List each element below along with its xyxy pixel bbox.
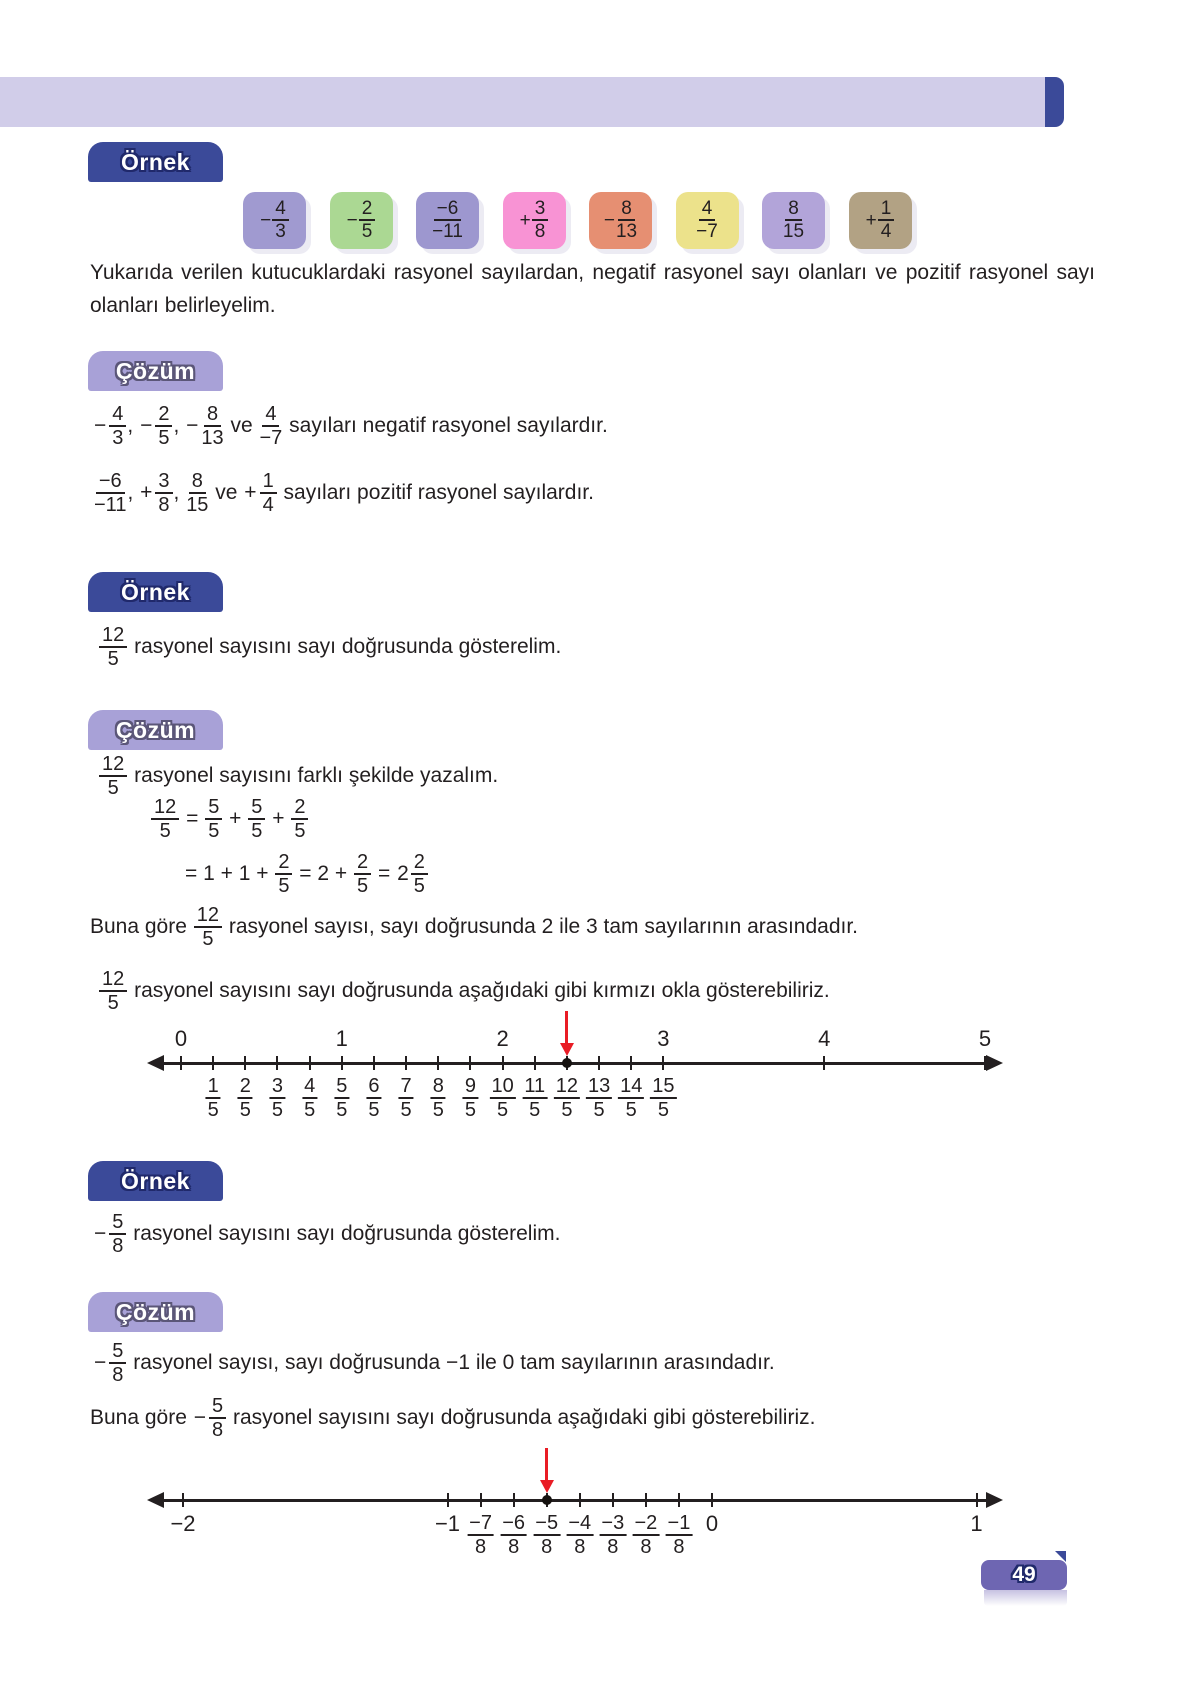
fraction-denominator: 8 — [640, 1536, 652, 1558]
fraction-numerator: 1 — [260, 471, 277, 494]
fraction-denominator: 5 — [208, 819, 220, 842]
fraction — [291, 797, 308, 842]
fraction-numerator: −3 — [601, 1512, 625, 1534]
fraction-numerator: 4 — [109, 404, 126, 427]
text-run: , — [127, 414, 140, 437]
fraction-denominator: 5 — [413, 874, 425, 897]
tick-mark — [711, 1493, 713, 1507]
fraction-numerator: 3 — [155, 471, 172, 494]
fraction-denominator: 5 — [357, 874, 369, 897]
tick-mark — [534, 1056, 536, 1070]
fraction-box — [330, 192, 393, 249]
fraction-tick-label — [467, 1512, 494, 1558]
fraction-denominator: 5 — [239, 1099, 251, 1121]
fraction-numerator: 10 — [491, 1075, 514, 1097]
example-badge-label: Örnek — [121, 148, 190, 175]
fraction-denominator: 13 — [201, 426, 224, 449]
fraction-sign: + — [244, 481, 257, 504]
fraction-tick-label — [334, 1075, 349, 1121]
fraction-denominator: 5 — [336, 1099, 348, 1121]
fraction — [783, 199, 804, 242]
fraction-numerator: 9 — [464, 1075, 476, 1097]
fraction-numerator: 1 — [878, 199, 895, 221]
fraction-denominator: 5 — [593, 1099, 605, 1121]
axis-arrow-right-icon — [986, 1055, 1003, 1071]
fraction — [194, 1396, 226, 1441]
fraction-sign: − — [94, 414, 107, 437]
text-run: , — [127, 481, 140, 504]
marker-arrow — [565, 1011, 568, 1043]
page-number: 49 — [1012, 1563, 1036, 1586]
fraction — [275, 852, 292, 897]
fraction-numerator: 8 — [189, 471, 206, 494]
marker-arrow — [545, 1448, 548, 1480]
fraction-numerator: 13 — [587, 1075, 611, 1097]
tick-mark — [309, 1056, 311, 1070]
tick-mark — [630, 1056, 632, 1070]
fraction-denominator: 4 — [880, 221, 892, 242]
text-run: , — [173, 414, 186, 437]
text-run: + — [266, 807, 291, 830]
fraction-numerator: 5 — [109, 1212, 126, 1235]
text-run: rasyonel sayısını sayı doğrusunda aşağıdaki gibi kırmızı okla gösterebiliriz. — [128, 979, 830, 1002]
fraction-numerator: 5 — [109, 1341, 126, 1364]
fraction-sign: − — [603, 209, 615, 231]
fraction-tick-label — [399, 1075, 414, 1121]
text-run: sayıları negatif rasyonel sayılardır. — [283, 414, 608, 437]
integer-tick-label: 1 — [970, 1511, 983, 1536]
fraction-numerator: −7 — [469, 1512, 492, 1534]
example3-prompt — [93, 1210, 560, 1258]
fraction-denominator: 5 — [207, 1099, 219, 1121]
tick-mark — [598, 1056, 600, 1070]
fraction-numerator: 8 — [785, 199, 802, 221]
fraction-denominator: 5 — [107, 991, 119, 1014]
marker-arrow-head-icon — [540, 1480, 554, 1493]
fraction-tick-label — [238, 1075, 253, 1121]
fraction-box — [589, 192, 652, 249]
fraction-denominator: 5 — [107, 776, 119, 799]
fraction-denominator: 8 — [574, 1536, 586, 1558]
fraction-numerator: 5 — [336, 1075, 348, 1097]
fraction-denominator: 13 — [615, 221, 638, 242]
fraction-numerator: −6 — [502, 1512, 526, 1534]
page-number-badge — [981, 1560, 1067, 1590]
fraction-boxes-row — [0, 192, 1181, 262]
fraction-numerator: 14 — [620, 1075, 643, 1097]
conclusion-line — [90, 903, 858, 951]
fraction — [186, 471, 208, 516]
tick-mark — [244, 1056, 246, 1070]
integer-tick-label: 1 — [335, 1026, 348, 1051]
fraction — [205, 797, 222, 842]
fraction-sign: − — [193, 1406, 207, 1429]
fraction-sign: − — [140, 414, 153, 437]
example-badge-1 — [88, 142, 223, 182]
fraction-numerator: 12 — [99, 754, 127, 777]
fraction-numerator: 2 — [354, 852, 371, 875]
fraction — [604, 199, 637, 242]
fraction — [432, 199, 463, 242]
fraction-denominator: 8 — [534, 221, 546, 242]
fraction-numerator: −6 — [96, 471, 125, 494]
solution-badge-3 — [88, 1292, 223, 1332]
fraction-numerator: 3 — [271, 1075, 284, 1097]
fraction-numerator: 2 — [239, 1075, 251, 1097]
tick-mark — [405, 1056, 407, 1070]
integer-tick-label: −1 — [434, 1511, 461, 1536]
fraction-denominator: 8 — [541, 1536, 553, 1558]
fraction-denominator: 8 — [112, 1234, 124, 1257]
integer-tick-label: 0 — [705, 1511, 719, 1536]
fraction-denominator: 5 — [625, 1099, 637, 1121]
example-badge-label: Örnek — [121, 578, 190, 605]
fraction-numerator: 6 — [368, 1075, 380, 1097]
text-run: = — [372, 862, 397, 885]
example2-prompt — [98, 623, 561, 671]
text-run: rasyonel sayısını sayı doğrusunda aşağıdaki gibi gösterebiliriz. — [227, 1406, 816, 1429]
fraction-numerator: 12 — [99, 969, 127, 992]
tick-mark — [612, 1493, 614, 1507]
fraction — [194, 905, 222, 950]
fraction-denominator: 5 — [278, 874, 290, 897]
tick-mark — [341, 1056, 343, 1070]
fraction — [248, 797, 265, 842]
fraction-denominator: 5 — [561, 1099, 573, 1121]
axis-arrow-right-icon — [986, 1492, 1003, 1508]
fraction-tick-label — [650, 1075, 676, 1121]
fraction-numerator: 3 — [532, 199, 549, 221]
fraction-denominator: 5 — [497, 1099, 509, 1121]
fraction-denominator: 8 — [607, 1536, 619, 1558]
text-run: Buna göre — [90, 1406, 193, 1429]
fraction-box — [503, 192, 566, 249]
fraction-tick-label — [431, 1075, 446, 1121]
fraction-denominator: 5 — [400, 1099, 412, 1121]
fraction-tick-label — [666, 1512, 693, 1558]
fraction-tick-label — [302, 1075, 317, 1121]
fraction-denominator: 5 — [657, 1099, 669, 1121]
tick-mark — [984, 1056, 986, 1070]
fraction-numerator: 12 — [99, 625, 127, 648]
fraction-numerator: 8 — [618, 199, 635, 221]
tick-mark — [513, 1493, 515, 1507]
rewrite-line — [98, 752, 498, 800]
tick-mark — [662, 1056, 664, 1070]
fraction-numerator: 12 — [194, 905, 222, 928]
fraction-sign: + — [865, 209, 877, 231]
fraction — [347, 199, 376, 242]
fraction — [354, 852, 371, 897]
example-badge-3 — [88, 1161, 223, 1201]
fraction — [99, 754, 127, 799]
fraction-numerator: 4 — [304, 1075, 316, 1097]
text-run: = 2 + — [293, 862, 353, 885]
fraction-box — [676, 192, 739, 249]
fraction-numerator: 2 — [359, 199, 376, 221]
number-line-axis — [159, 1499, 991, 1502]
chapter-header-bar — [0, 77, 1045, 127]
text-run: + — [223, 807, 248, 830]
fraction-tick-label — [206, 1075, 221, 1121]
text-run: Buna göre — [90, 915, 193, 938]
fraction-numerator: 4 — [272, 199, 289, 221]
fraction — [99, 969, 127, 1014]
fraction-numerator: 11 — [524, 1075, 546, 1097]
fraction-numerator: 12 — [555, 1075, 579, 1097]
fraction-sign: − — [186, 414, 199, 437]
marker-dot — [562, 1058, 572, 1068]
fraction-sign: + — [519, 209, 531, 231]
fraction — [260, 199, 289, 242]
fraction-denominator: −11 — [94, 493, 127, 516]
fraction — [140, 471, 172, 516]
red-arrow-note-line — [98, 967, 830, 1015]
fraction-numerator: 2 — [275, 852, 292, 875]
fraction-denominator: 3 — [112, 426, 124, 449]
integer-tick-label: 2 — [496, 1026, 509, 1051]
marker-arrow-head-icon — [560, 1043, 574, 1056]
fraction-numerator: 2 — [291, 797, 308, 820]
fraction-tick-label — [489, 1075, 515, 1121]
fraction-tick-label — [586, 1075, 612, 1121]
tick-mark — [502, 1056, 504, 1070]
fraction-tick-label — [500, 1512, 527, 1558]
text-run: rasyonel sayısını sayı doğrusunda gösterelim. — [128, 635, 562, 658]
page-badge-tail — [984, 1590, 1067, 1606]
fraction — [244, 471, 276, 516]
example1-prompt: Yukarıda verilen kutucuklardaki rasyonel sayılardan, negatif rasyonel sayı olanları ve pozitif rasyonel sayı olanları belirleyelim. — [90, 261, 1095, 317]
fraction-numerator: 2 — [155, 404, 172, 427]
tick-mark — [447, 1493, 449, 1507]
fraction — [696, 199, 718, 242]
tick-mark — [373, 1056, 375, 1070]
chapter-header-bar-cap — [1045, 77, 1064, 127]
tick-mark — [469, 1056, 471, 1070]
text-run: rasyonel sayısı, sayı doğrusunda 2 ile 3 tam sayılarının arasındadır. — [223, 915, 859, 938]
integer-tick-label: −2 — [170, 1511, 196, 1536]
integer-tick-label: 0 — [174, 1026, 188, 1051]
fraction-denominator: 8 — [508, 1536, 520, 1558]
fraction-denominator: 8 — [673, 1536, 685, 1558]
fraction-denominator: 4 — [262, 493, 274, 516]
fraction-numerator: 5 — [205, 797, 222, 820]
text-run: ve — [209, 481, 244, 504]
fraction-denominator: 5 — [251, 819, 263, 842]
fraction-sign: − — [260, 209, 272, 231]
fraction — [94, 404, 126, 449]
fraction-tick-label — [618, 1075, 644, 1121]
fraction-denominator: 5 — [368, 1099, 380, 1121]
fraction — [99, 625, 127, 670]
axis-arrow-left-icon — [147, 1055, 164, 1071]
example3-solution-line-1 — [93, 1339, 775, 1387]
fraction-numerator: −6 — [434, 199, 462, 221]
text-run: ve — [224, 414, 259, 437]
fraction-denominator: 5 — [107, 647, 119, 670]
fraction — [397, 852, 428, 897]
fraction-denominator: 8 — [112, 1363, 124, 1386]
fraction-tick-label — [533, 1512, 560, 1558]
fraction-tick-label — [366, 1075, 381, 1121]
integer-tick-label: 3 — [657, 1026, 670, 1051]
tick-mark — [976, 1493, 978, 1507]
integer-tick-label: 4 — [818, 1026, 831, 1051]
fraction-sign: − — [94, 1351, 107, 1374]
fraction-tick-label — [632, 1512, 659, 1558]
fraction-box — [762, 192, 825, 249]
equation-line-1 — [150, 795, 309, 843]
fraction-denominator: 3 — [275, 221, 286, 242]
fraction-denominator: 5 — [202, 927, 214, 950]
fraction-box — [849, 192, 912, 249]
fraction-numerator: −5 — [535, 1512, 559, 1534]
fraction-numerator: 12 — [151, 797, 179, 820]
mixed-number-whole: 2 — [397, 862, 409, 885]
fraction — [866, 199, 895, 242]
fraction-numerator: 2 — [411, 852, 428, 875]
text-run: = — [180, 807, 205, 830]
fraction-numerator: −1 — [667, 1512, 691, 1534]
solution-badge-1 — [88, 351, 223, 391]
tick-mark — [645, 1493, 647, 1507]
fraction-tick-label — [270, 1075, 285, 1121]
fraction-tick-label — [554, 1075, 580, 1121]
tick-mark — [579, 1493, 581, 1507]
fraction-denominator: 15 — [186, 493, 209, 516]
text-run: , — [173, 481, 186, 504]
solution-badge-2 — [88, 710, 223, 750]
solution-badge-label: Çözüm — [115, 716, 196, 743]
fraction — [94, 1341, 126, 1386]
fraction-denominator: 5 — [361, 221, 373, 242]
tick-mark — [480, 1493, 482, 1507]
fraction-denominator: 5 — [464, 1099, 476, 1121]
fraction-denominator: −7 — [259, 426, 283, 449]
fraction-numerator: 7 — [400, 1075, 412, 1097]
fraction-numerator: −2 — [634, 1512, 658, 1534]
fraction-numerator: 8 — [432, 1075, 444, 1097]
fraction — [260, 404, 283, 449]
fraction-tick-label — [522, 1075, 547, 1121]
equation-line-2 — [185, 850, 429, 898]
fraction — [520, 199, 549, 242]
tick-mark — [182, 1493, 184, 1507]
tick-mark — [437, 1056, 439, 1070]
integer-tick-label: 5 — [978, 1026, 992, 1051]
fraction-denominator: 5 — [159, 819, 171, 842]
marker-dot — [542, 1495, 552, 1505]
fraction-numerator: 8 — [204, 404, 221, 427]
fraction-tick-label — [599, 1512, 626, 1558]
fraction-box — [243, 192, 306, 249]
fraction-sign: + — [140, 481, 153, 504]
fraction-numerator: 5 — [248, 797, 265, 820]
fraction-denominator: 5 — [158, 426, 170, 449]
axis-arrow-left-icon — [147, 1492, 164, 1508]
fraction-numerator: 5 — [209, 1396, 226, 1419]
text-run: rasyonel sayısını farklı şekilde yazalım. — [128, 764, 499, 787]
tick-mark — [212, 1056, 214, 1070]
number-line-axis — [159, 1062, 991, 1065]
fraction-numerator: −4 — [568, 1512, 592, 1534]
fraction — [94, 1212, 126, 1257]
fraction-denominator: 8 — [158, 493, 170, 516]
text-run: sayıları pozitif rasyonel sayılardır. — [277, 481, 594, 504]
fraction-numerator: 1 — [207, 1075, 219, 1097]
negative-numbers-line — [93, 402, 608, 450]
tick-mark — [180, 1056, 182, 1070]
solution-badge-label: Çözüm — [115, 1298, 196, 1325]
fraction-denominator: 5 — [432, 1099, 444, 1121]
fraction-tick-label — [463, 1075, 478, 1121]
fraction-numerator: 15 — [652, 1075, 675, 1097]
tick-mark — [276, 1056, 278, 1070]
fraction-tick-label — [566, 1512, 593, 1558]
fraction-denominator: 8 — [475, 1536, 487, 1558]
text-run: = 1 + 1 + — [185, 862, 275, 885]
fraction-numerator: 4 — [699, 199, 716, 221]
solution-badge-label: Çözüm — [115, 357, 196, 384]
example3-solution-line-2 — [90, 1394, 815, 1442]
fraction — [140, 404, 172, 449]
fraction-denominator: 8 — [212, 1418, 224, 1441]
fraction-sign: − — [94, 1222, 107, 1245]
fraction — [186, 404, 224, 449]
positive-numbers-line — [93, 469, 594, 517]
fraction-denominator: 5 — [529, 1099, 541, 1121]
fraction — [151, 797, 179, 842]
fraction-numerator: 4 — [262, 404, 279, 427]
fraction-denominator: 15 — [782, 221, 805, 242]
fraction-box — [416, 192, 479, 249]
text-run: rasyonel sayısını sayı doğrusunda gösterelim. — [127, 1222, 561, 1245]
fraction-sign: − — [346, 209, 358, 231]
fraction-denominator: 5 — [294, 819, 306, 842]
fraction-denominator: 5 — [304, 1099, 316, 1121]
text-run: rasyonel sayısı, sayı doğrusunda −1 ile 0 tam sayılarının arasındadır. — [127, 1351, 775, 1374]
tick-mark — [823, 1056, 825, 1070]
fraction-denominator: −11 — [432, 221, 463, 242]
example-badge-label: Örnek — [121, 1167, 190, 1194]
fraction — [94, 471, 126, 516]
example-badge-2 — [88, 572, 223, 612]
fraction-denominator: 5 — [271, 1099, 284, 1121]
tick-mark — [678, 1493, 680, 1507]
fraction-denominator: −7 — [696, 221, 718, 242]
